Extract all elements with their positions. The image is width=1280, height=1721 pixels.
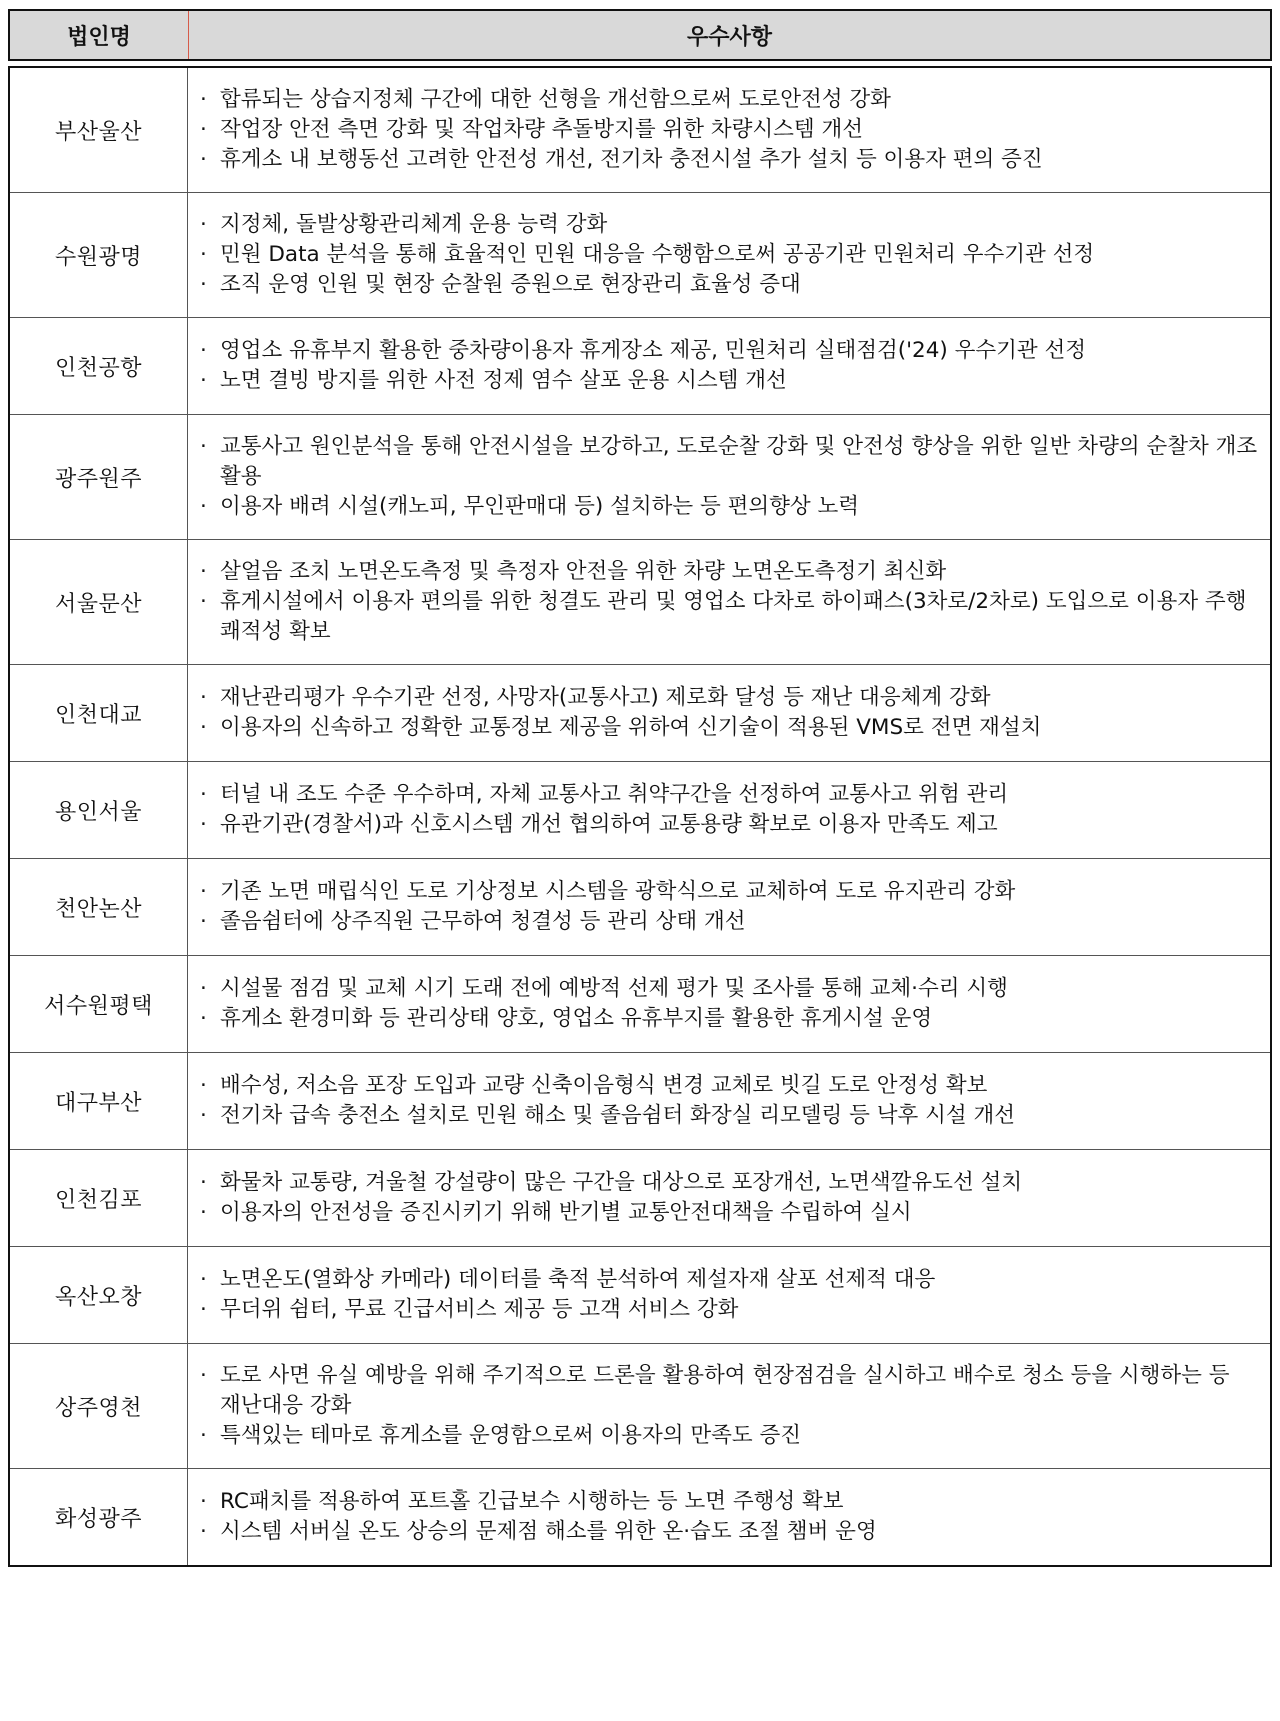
table-row — [10, 68, 1270, 192]
corporation-name: 서울문산 — [10, 540, 188, 664]
table-frame — [8, 9, 1272, 1544]
list-item — [200, 1295, 1264, 1325]
table-row — [10, 414, 1270, 539]
item-text: 재난관리평가 우수기관 선정, 사망자(교통사고) 제로화 달성 등 재난 대응체계 강화 — [220, 685, 991, 710]
excellence-items — [188, 859, 1270, 955]
list-item — [200, 210, 1264, 240]
list-item — [200, 587, 1264, 647]
bullet-dot-icon: · — [200, 272, 207, 297]
item-text: 배수성, 저소음 포장 도입과 교량 신축이음형식 변경 교체로 빗길 도로 안정성 확보 — [220, 1073, 988, 1098]
item-text: 도로 사면 유실 예방을 위해 주기적으로 드론을 활용하여 현장점검을 실시하고 배수로 청소 등을 시행하는 등 재난대응 강화 — [220, 1363, 1230, 1418]
item-text: 이용자 배려 시설(캐노피, 무인판매대 등) 설치하는 등 편의향상 노력 — [220, 494, 860, 519]
bullet-dot-icon: · — [200, 368, 207, 393]
item-text: 이용자의 안전성을 증진시키기 위해 반기별 교통안전대책을 수립하여 실시 — [220, 1200, 912, 1225]
item-text: 노면 결빙 방지를 위한 사전 정제 염수 살포 운용 시스템 개선 — [220, 368, 787, 393]
bullet-dot-icon: · — [200, 242, 207, 267]
item-text: 합류되는 상습지정체 구간에 대한 선형을 개선함으로써 도로안전성 강화 — [220, 87, 891, 112]
table-row — [10, 664, 1270, 761]
item-text: 휴게소 환경미화 등 관리상태 양호, 영업소 유휴부지를 활용한 휴게시설 운영 — [220, 1006, 933, 1031]
item-text: 무더위 쉼터, 무료 긴급서비스 제공 등 고객 서비스 강화 — [220, 1297, 739, 1322]
corporation-name: 인천공항 — [10, 318, 188, 414]
bullet-dot-icon: · — [200, 559, 207, 584]
excellence-items — [188, 665, 1270, 761]
item-text: 기존 노면 매립식인 도로 기상정보 시스템을 광학식으로 교체하여 도로 유지관리 강화 — [220, 879, 1016, 904]
bullet-dot-icon: · — [200, 1297, 207, 1322]
list-item — [200, 1421, 1264, 1451]
corporation-name: 수원광명 — [10, 193, 188, 317]
item-text: 시설물 점검 및 교체 시기 도래 전에 예방적 선제 평가 및 조사를 통해 교체·수리 시행 — [220, 976, 1008, 1001]
bullet-dot-icon: · — [200, 1200, 207, 1225]
bullet-dot-icon: · — [200, 879, 207, 904]
item-text: 작업장 안전 측면 강화 및 작업차량 추돌방지를 위한 차량시스템 개선 — [220, 117, 864, 142]
list-item — [200, 145, 1264, 175]
table-row — [10, 858, 1270, 955]
table-row — [10, 192, 1270, 317]
list-item — [200, 1101, 1264, 1131]
header-excellence-items: 우수사항 — [686, 24, 772, 50]
bullet-dot-icon: · — [200, 1103, 207, 1128]
list-item — [200, 1265, 1264, 1295]
item-text: 휴게시설에서 이용자 편의를 위한 청결도 관리 및 영업소 다차로 하이패스(3차로/2차로) 도입으로 이용자 주행 쾌적성 확보 — [220, 589, 1247, 644]
corporation-name: 화성광주 — [10, 1469, 188, 1565]
bullet-dot-icon: · — [200, 494, 207, 519]
list-item — [200, 907, 1264, 937]
bullet-dot-icon: · — [200, 147, 207, 172]
bullet-dot-icon: · — [200, 117, 207, 142]
bullet-dot-icon: · — [200, 1267, 207, 1292]
bullet-dot-icon: · — [200, 589, 207, 614]
list-item — [200, 1004, 1264, 1034]
excellence-items — [188, 956, 1270, 1052]
list-item — [200, 240, 1264, 270]
excellence-items — [188, 68, 1270, 192]
excellence-items — [188, 1469, 1270, 1565]
excellence-items — [188, 762, 1270, 858]
table-row — [10, 1468, 1270, 1565]
corporation-name: 옥산오창 — [10, 1247, 188, 1343]
list-item — [200, 336, 1264, 366]
list-item — [200, 270, 1264, 300]
bullet-dot-icon: · — [200, 1170, 207, 1195]
excellence-items — [188, 415, 1270, 539]
header-corporation-name: 법인명 — [10, 11, 189, 59]
list-item — [200, 1361, 1264, 1421]
bullet-dot-icon: · — [200, 1489, 207, 1514]
item-text: 화물차 교통량, 겨울철 강설량이 많은 구간을 대상으로 포장개선, 노면색깔유도선 설치 — [220, 1170, 1023, 1195]
list-item — [200, 683, 1264, 713]
bullet-dot-icon: · — [200, 812, 207, 837]
list-item — [200, 713, 1264, 743]
item-text: 이용자의 신속하고 정확한 교통정보 제공을 위하여 신기술이 적용된 VMS로 전면 재설치 — [220, 715, 1042, 740]
item-text: RC패치를 적용하여 포트홀 긴급보수 시행하는 등 노면 주행성 확보 — [220, 1489, 844, 1514]
excellence-items — [188, 1344, 1270, 1468]
bullet-dot-icon: · — [200, 1423, 207, 1448]
list-item — [200, 1517, 1264, 1547]
bullet-dot-icon: · — [200, 782, 207, 807]
bullet-dot-icon: · — [200, 1363, 207, 1388]
bullet-dot-icon: · — [200, 87, 207, 112]
bullet-dot-icon: · — [200, 434, 207, 459]
table-row — [10, 761, 1270, 858]
list-item — [200, 1198, 1264, 1228]
bullet-dot-icon: · — [200, 1519, 207, 1544]
list-item — [200, 1071, 1264, 1101]
list-item — [200, 780, 1264, 810]
table-row — [10, 317, 1270, 414]
list-item — [200, 877, 1264, 907]
corporation-name: 용인서울 — [10, 762, 188, 858]
item-text: 졸음쉼터에 상주직원 근무하여 청결성 등 관리 상태 개선 — [220, 909, 746, 934]
table-body — [8, 66, 1272, 1567]
table-row — [10, 955, 1270, 1052]
bullet-dot-icon: · — [200, 909, 207, 934]
corporation-name: 광주원주 — [10, 415, 188, 539]
table-row — [10, 1343, 1270, 1468]
corporation-name: 대구부산 — [10, 1053, 188, 1149]
list-item — [200, 974, 1264, 1004]
item-text: 특색있는 테마로 휴게소를 운영함으로써 이용자의 만족도 증진 — [220, 1423, 802, 1448]
item-text: 교통사고 원인분석을 통해 안전시설을 보강하고, 도로순찰 강화 및 안전성 향상을 위한 일반 차량의 순찰차 개조 활용 — [220, 434, 1258, 489]
list-item — [200, 557, 1264, 587]
item-text: 영업소 유휴부지 활용한 중차량이용자 휴게장소 제공, 민원처리 실태점검('24) 우수기관 선정 — [220, 338, 1087, 363]
bullet-dot-icon: · — [200, 976, 207, 1001]
table-row — [10, 1052, 1270, 1149]
item-text: 유관기관(경찰서)과 신호시스템 개선 협의하여 교통용량 확보로 이용자 만족도 제고 — [220, 812, 998, 837]
list-item — [200, 85, 1264, 115]
list-item — [200, 366, 1264, 396]
item-text: 시스템 서버실 온도 상승의 문제점 해소를 위한 온·습도 조절 챔버 운영 — [220, 1519, 877, 1544]
bullet-dot-icon: · — [200, 1006, 207, 1031]
list-item — [200, 1487, 1264, 1517]
table-row — [10, 1246, 1270, 1343]
excellence-items — [188, 318, 1270, 414]
excellence-items — [188, 193, 1270, 317]
item-text: 터널 내 조도 수준 우수하며, 자체 교통사고 취약구간을 선정하여 교통사고 위험 관리 — [220, 782, 1009, 807]
excellence-items — [188, 540, 1270, 664]
corporation-name: 상주영천 — [10, 1344, 188, 1468]
list-item — [200, 115, 1264, 145]
excellence-items — [188, 1150, 1270, 1246]
item-text: 지정체, 돌발상황관리체계 운용 능력 강화 — [220, 212, 608, 237]
bullet-dot-icon: · — [200, 212, 207, 237]
item-text: 조직 운영 인원 및 현장 순찰원 증원으로 현장관리 효율성 증대 — [220, 272, 801, 297]
bullet-dot-icon: · — [200, 715, 207, 740]
list-item — [200, 1168, 1264, 1198]
bullet-dot-icon: · — [200, 1073, 207, 1098]
list-item — [200, 810, 1264, 840]
table-row — [10, 1149, 1270, 1246]
corporation-name: 인천김포 — [10, 1150, 188, 1246]
table-header — [8, 9, 1272, 61]
table-row — [10, 539, 1270, 664]
bullet-dot-icon: · — [200, 685, 207, 710]
item-text: 전기차 급속 충전소 설치로 민원 해소 및 졸음쉼터 화장실 리모델링 등 낙후 시설 개선 — [220, 1103, 1015, 1128]
item-text: 살얼음 조치 노면온도측정 및 측정자 안전을 위한 차량 노면온도측정기 최신화 — [220, 559, 947, 584]
excellence-items — [188, 1247, 1270, 1343]
item-text: 휴게소 내 보행동선 고려한 안전성 개선, 전기차 충전시설 추가 설치 등 이용자 편의 증진 — [220, 147, 1043, 172]
corporation-name: 천안논산 — [10, 859, 188, 955]
corporation-name: 인천대교 — [10, 665, 188, 761]
excellence-items — [188, 1053, 1270, 1149]
bullet-dot-icon: · — [200, 338, 207, 363]
list-item — [200, 432, 1264, 492]
item-text: 민원 Data 분석을 통해 효율적인 민원 대응을 수행함으로써 공공기관 민원처리 우수기관 선정 — [220, 242, 1095, 267]
corporation-name: 부산울산 — [10, 68, 188, 192]
item-text: 노면온도(열화상 카메라) 데이터를 축적 분석하여 제설자재 살포 선제적 대응 — [220, 1267, 936, 1292]
list-item — [200, 492, 1264, 522]
corporation-name: 서수원평택 — [10, 956, 188, 1052]
